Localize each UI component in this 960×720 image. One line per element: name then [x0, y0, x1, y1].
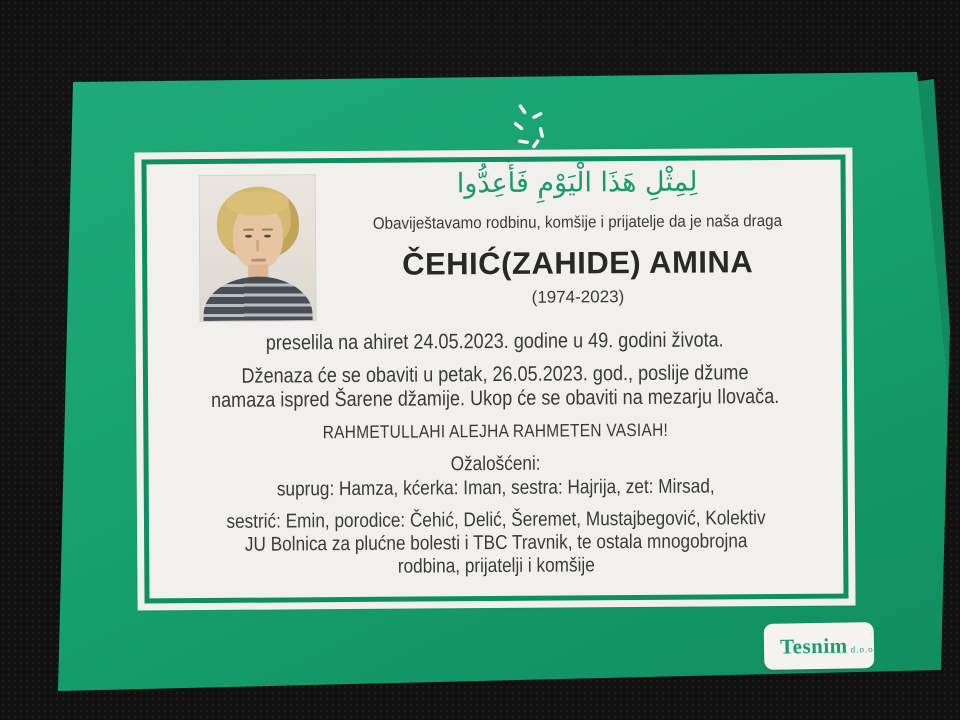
photo-nose [256, 240, 259, 252]
logo-company-name: Tesnim [779, 633, 848, 659]
mourners-heading: Ožalošćeni: [450, 452, 541, 476]
photo-striped-top [203, 276, 312, 321]
deceased-photo [199, 174, 317, 322]
notice-body [150, 328, 842, 581]
logo-company-suffix: d.o.o. [850, 643, 878, 654]
mourners-line-2: sestrić: Emin, porodice: Čehić, Delić, Šeremet, Mustajbegović, Kolektiv JU Bolnica za plućne bolesti i TBC Travnik, te ostala mnogobrojna rodbina, prijatelji i komšije [226, 507, 766, 578]
funeral-line: Dženaza će se obaviti u petak, 26.05.2023. god., poslije džume namaza ispred Šarene džamije. Ukop će se obaviti na mezarju Ilovača. [210, 361, 780, 412]
arabic-calligraphy: لِمِثْلِ هَذَا الْيَوْمِ فَأَعِدُّوا [456, 166, 698, 200]
panel-header [148, 160, 839, 323]
deceased-name: ČEHIĆ(ZAHIDE) AMINA [402, 244, 754, 282]
panel-content [148, 160, 841, 599]
announcement-text: Obaviještavamo rodbinu, komšije i prijatelje da je naša draga [372, 211, 783, 233]
tesnim-logo [764, 622, 878, 670]
prayer-line: RAHMETULLAHI ALEJHA RAHMETEN VASIAH! [322, 419, 669, 443]
mourners-line-1: suprug: Hamza, kćerka: Iman, sestra: Hajrija, zet: Mirsad, [276, 475, 715, 501]
white-panel [134, 147, 855, 610]
photo-brow [262, 229, 273, 231]
photo-eye [264, 235, 271, 238]
life-years: (1974-2023) [531, 287, 625, 307]
photo-brow [243, 229, 254, 231]
death-line: preselila na ahiret 24.05.2023. godine u 49. godini života. [265, 328, 724, 355]
header-text-block [315, 160, 839, 311]
photo-mouth [251, 259, 266, 262]
